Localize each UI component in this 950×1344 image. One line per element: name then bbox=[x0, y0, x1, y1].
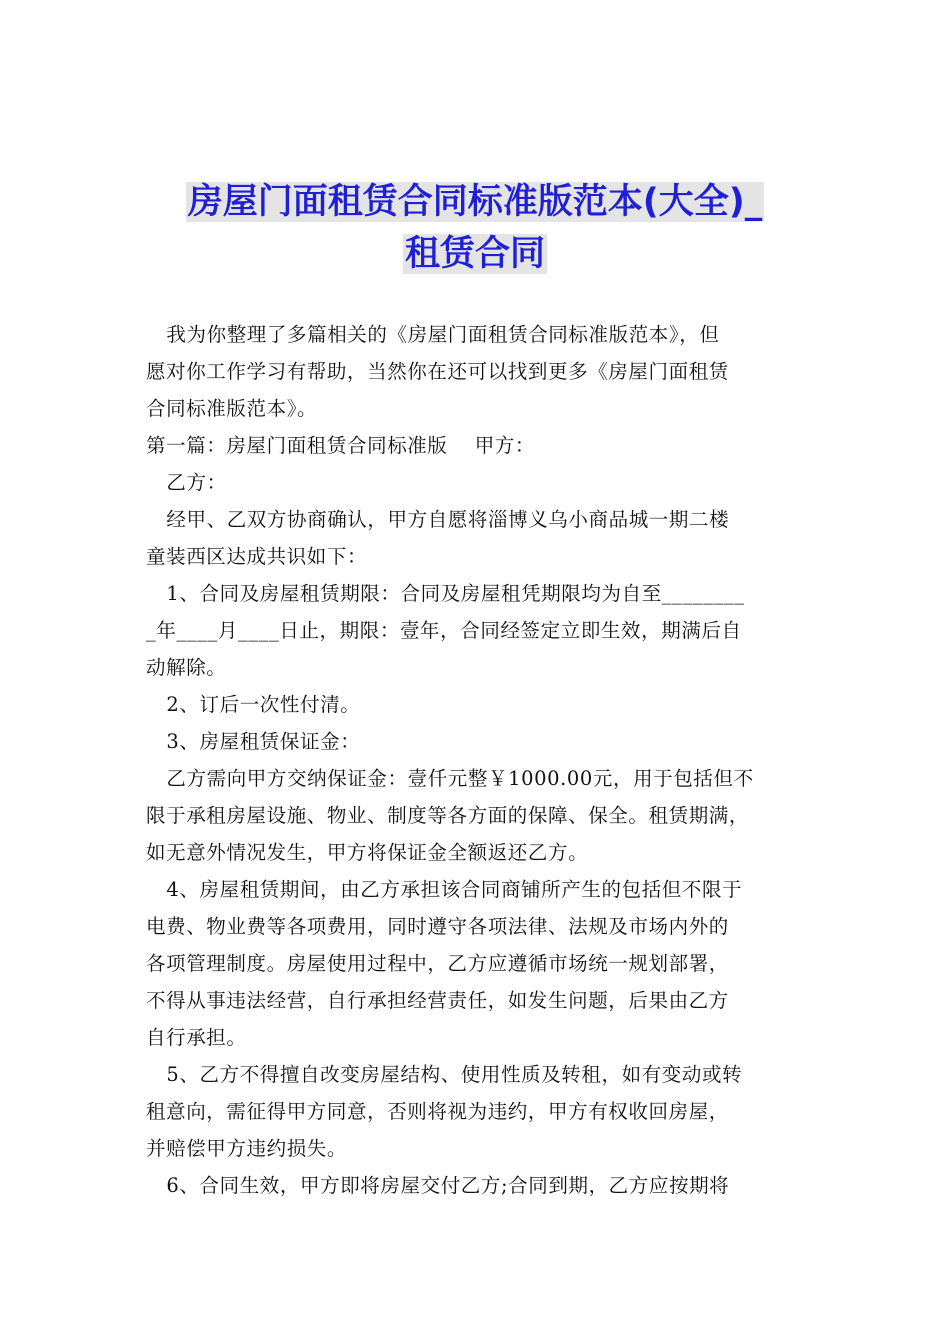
paragraph-line: 乙方： bbox=[146, 471, 227, 494]
clause-line: 租意向，需征得甲方同意，否则将视为违约，甲方有权收回房屋， bbox=[146, 1100, 729, 1123]
paragraph-line: 童装西区达成共识如下： bbox=[146, 545, 368, 568]
clause-line: 6、合同生效，甲方即将房屋交付乙方;合同到期，乙方应按期将 bbox=[146, 1174, 730, 1197]
clause-line: 如无意外情况发生，甲方将保证金全额返还乙方。 bbox=[146, 841, 589, 864]
clause-line: 5、乙方不得擅自改变房屋结构、使用性质及转租，如有变动或转 bbox=[146, 1063, 743, 1086]
paragraph-line: 合同标准版范本》。 bbox=[146, 397, 318, 420]
clause-line: 乙方需向甲方交纳保证金：壹仟元整￥1000.00元，用于包括但不 bbox=[146, 767, 754, 790]
clause-line: 不得从事违法经营，自行承担经营责任，如发生问题，后果由乙方 bbox=[146, 989, 729, 1012]
paragraph-line: 愿对你工作学习有帮助，当然你在还可以找到更多《房屋门面租赁 bbox=[146, 360, 729, 383]
paragraph-line: 我为你整理了多篇相关的《房屋门面租赁合同标准版范本》，但 bbox=[146, 323, 720, 346]
clause-line: 动解除。 bbox=[146, 656, 227, 679]
clause-line: 各项管理制度。房屋使用过程中，乙方应遵循市场统一规划部署， bbox=[146, 952, 729, 975]
clause-line: 1、合同及房屋租赁期限：合同及房屋租凭期限均为自至________ bbox=[146, 582, 745, 605]
clause-line: 2、订后一次性付清。 bbox=[146, 693, 361, 716]
paragraph-line: 经甲、乙双方协商确认，甲方自愿将淄博义乌小商品城一期二楼 bbox=[146, 508, 730, 531]
clause-line: 4、房屋租赁期间，由乙方承担该合同商铺所产生的包括但不限于 bbox=[146, 878, 743, 901]
section-heading-line: 第一篇：房屋门面租赁合同标准版 甲方： bbox=[146, 434, 535, 457]
clause-line: 限于承租房屋设施、物业、制度等各方面的保障、保全。租赁期满， bbox=[146, 804, 750, 827]
clause-line: _年____月____日止，期限：壹年，合同经签定立即生效，期满后自 bbox=[146, 619, 742, 642]
document-body bbox=[146, 316, 822, 1204]
document-title bbox=[120, 176, 830, 280]
clause-line: 电费、物业费等各项费用，同时遵守各项法律、法规及市场内外的 bbox=[146, 915, 729, 938]
title-line-1: 房屋门面租赁合同标准版范本(大全)_ bbox=[187, 182, 763, 222]
clause-line: 自行承担。 bbox=[146, 1026, 247, 1049]
clause-line: 3、房屋租赁保证金： bbox=[146, 730, 361, 753]
clause-line: 并赔偿甲方违约损失。 bbox=[146, 1137, 348, 1160]
title-line-2: 租赁合同 bbox=[404, 234, 545, 274]
